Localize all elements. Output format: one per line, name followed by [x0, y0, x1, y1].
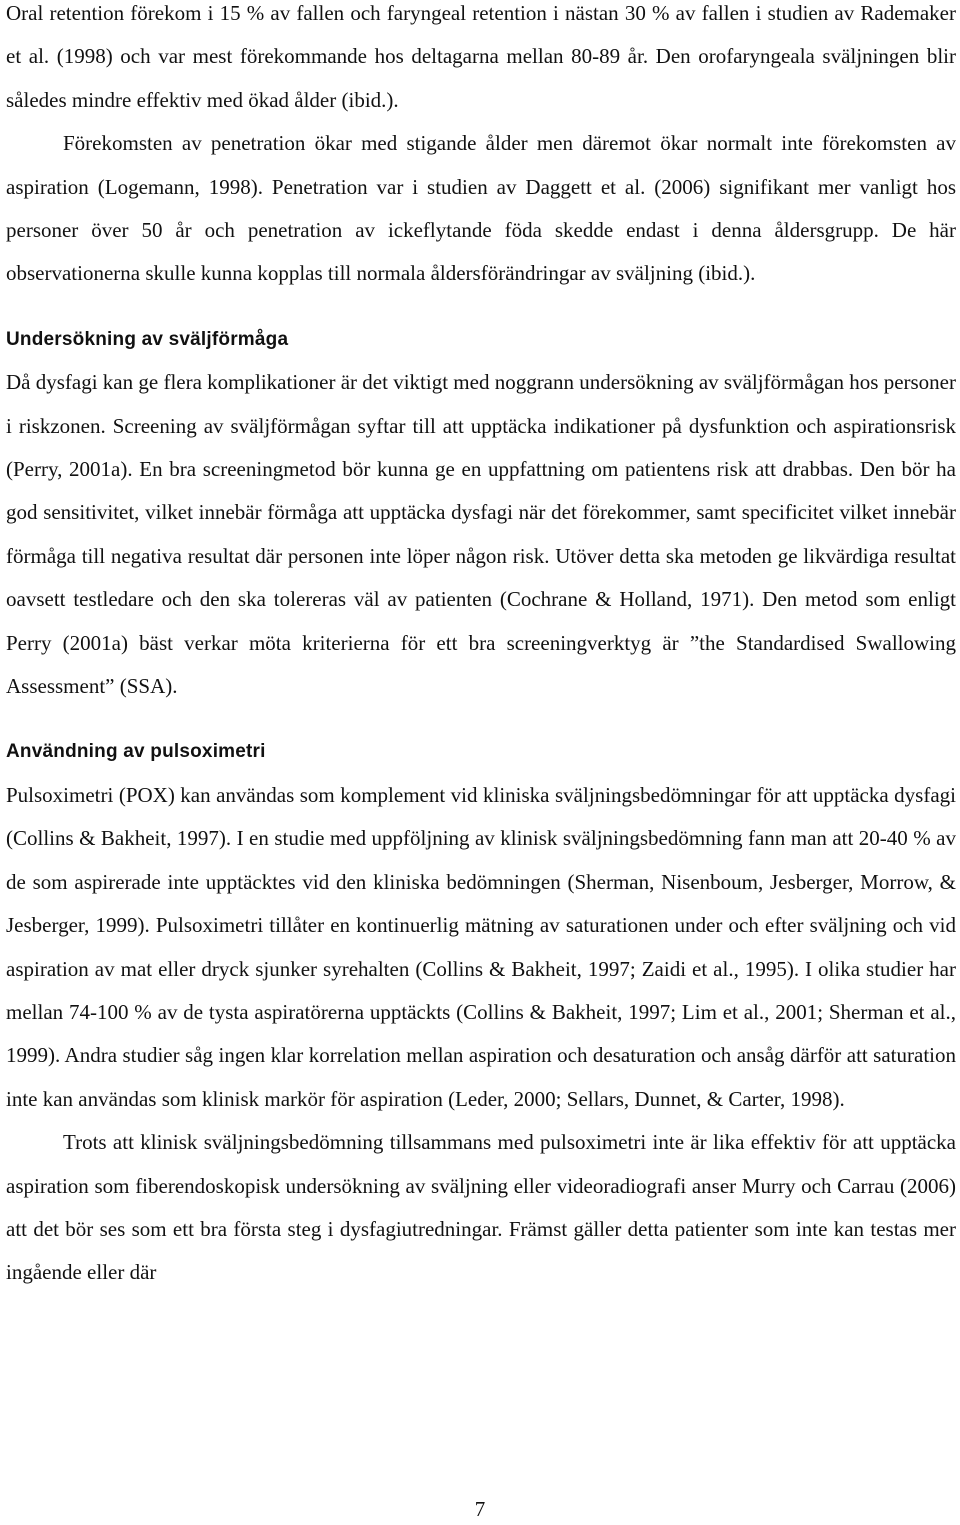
- section-heading-swallowing-examination: Undersökning av sväljförmåga: [6, 328, 289, 350]
- paragraph-oral-retention: Oral retention förekom i 15 % av fallen och faryngeal retention i nästan 30 % av fallen i studien av Rademaker et al. (1998) och var mest förekommande hos deltagarna mellan 80-89 år. Den orofaryngeala sväljningen blir således mindre effektiv med ökad ålder (ibid.).: [6, 1, 956, 112]
- document-page: [6, 0, 956, 1295]
- paragraph-penetration: Förekomsten av penetration ökar med stigande ålder men däremot ökar normalt inte förekomsten av aspiration (Logemann, 1998). Penetration var i studien av Daggett et al. (2006) signifikant mer vanligt hos personer över 50 år och penetration av ickeflytande föda skedde endast i denna åldersgrupp. De här observationerna skulle kunna kopplas till normala åldersförändringar av sväljning (ibid.).: [6, 131, 956, 286]
- paragraph-clinical-assessment: Trots att klinisk sväljningsbedömning tillsammans med pulsoximetri inte är lika effektiv för att upptäcka aspiration som fiberendoskopisk undersökning av sväljning eller videoradiografi anser Murry och Carrau (2006) att det bör ses som ett bra första steg i dysfagiutredningar. Främst gäller detta patienter som inte kan testas mer ingående eller där: [6, 1130, 956, 1285]
- section-heading-pulse-oximetry: Användning av pulsoximetri: [6, 741, 266, 763]
- page-number: 7: [474, 1497, 486, 1521]
- paragraph-pulse-oximetry: Pulsoximetri (POX) kan användas som komplement vid kliniska sväljningsbedömningar för att upptäcka dysfagi (Collins & Bakheit, 1997). I en studie med uppföljning av klinisk sväljningsbedömning fann man att 20-40 % av de som aspirerade inte upptäcktes vid den kliniska bedömningen (Sherman, Nisenboum, Jesberger, Morrow, & Jesberger, 1999). Pulsoximetri tillåter en kontinuerlig mätning av saturationen under och efter sväljning och vid aspiration av mat eller dryck sjunker syrehalten (Collins & Bakheit, 1997; Zaidi et al., 1995). I olika studier har mellan 74-100 % av de tysta aspiratörerna upptäckts (Collins & Bakheit, 1997; Lim et al., 2001; Sherman et al., 1999). Andra studier såg ingen klar korrelation mellan aspiration och desaturation och ansåg därför att saturation inte kan användas som klinisk markör för aspiration (Leder, 2000; Sellars, Dunnet, & Carter, 1998).: [6, 782, 956, 1111]
- paragraph-screening: Då dysfagi kan ge flera komplikationer är det viktigt med noggrann undersökning av sväljförmågan hos personer i riskzonen. Screening av sväljförmågan syftar till att upptäcka indikationer på dysfunktion och aspirationsrisk (Perry, 2001a). En bra screeningmetod bör kunna ge en uppfattning om patientens risk att drabbas. Den bör ha god sensitivitet, vilket innebär förmåga att upptäcka dysfagi när det förekommer, samt specificitet vilket innebär förmåga till negativa resultat där personen inte löper någon risk. Utöver detta ska metoden ge likvärdiga resultat oavsett testledare och den ska tolereras väl av patienten (Cochrane & Holland, 1971). Den metod som enligt Perry (2001a) bäst verkar möta kriterierna för ett bra screeningverktyg är ”the Standardised Swallowing Assessment” (SSA).: [6, 370, 956, 699]
